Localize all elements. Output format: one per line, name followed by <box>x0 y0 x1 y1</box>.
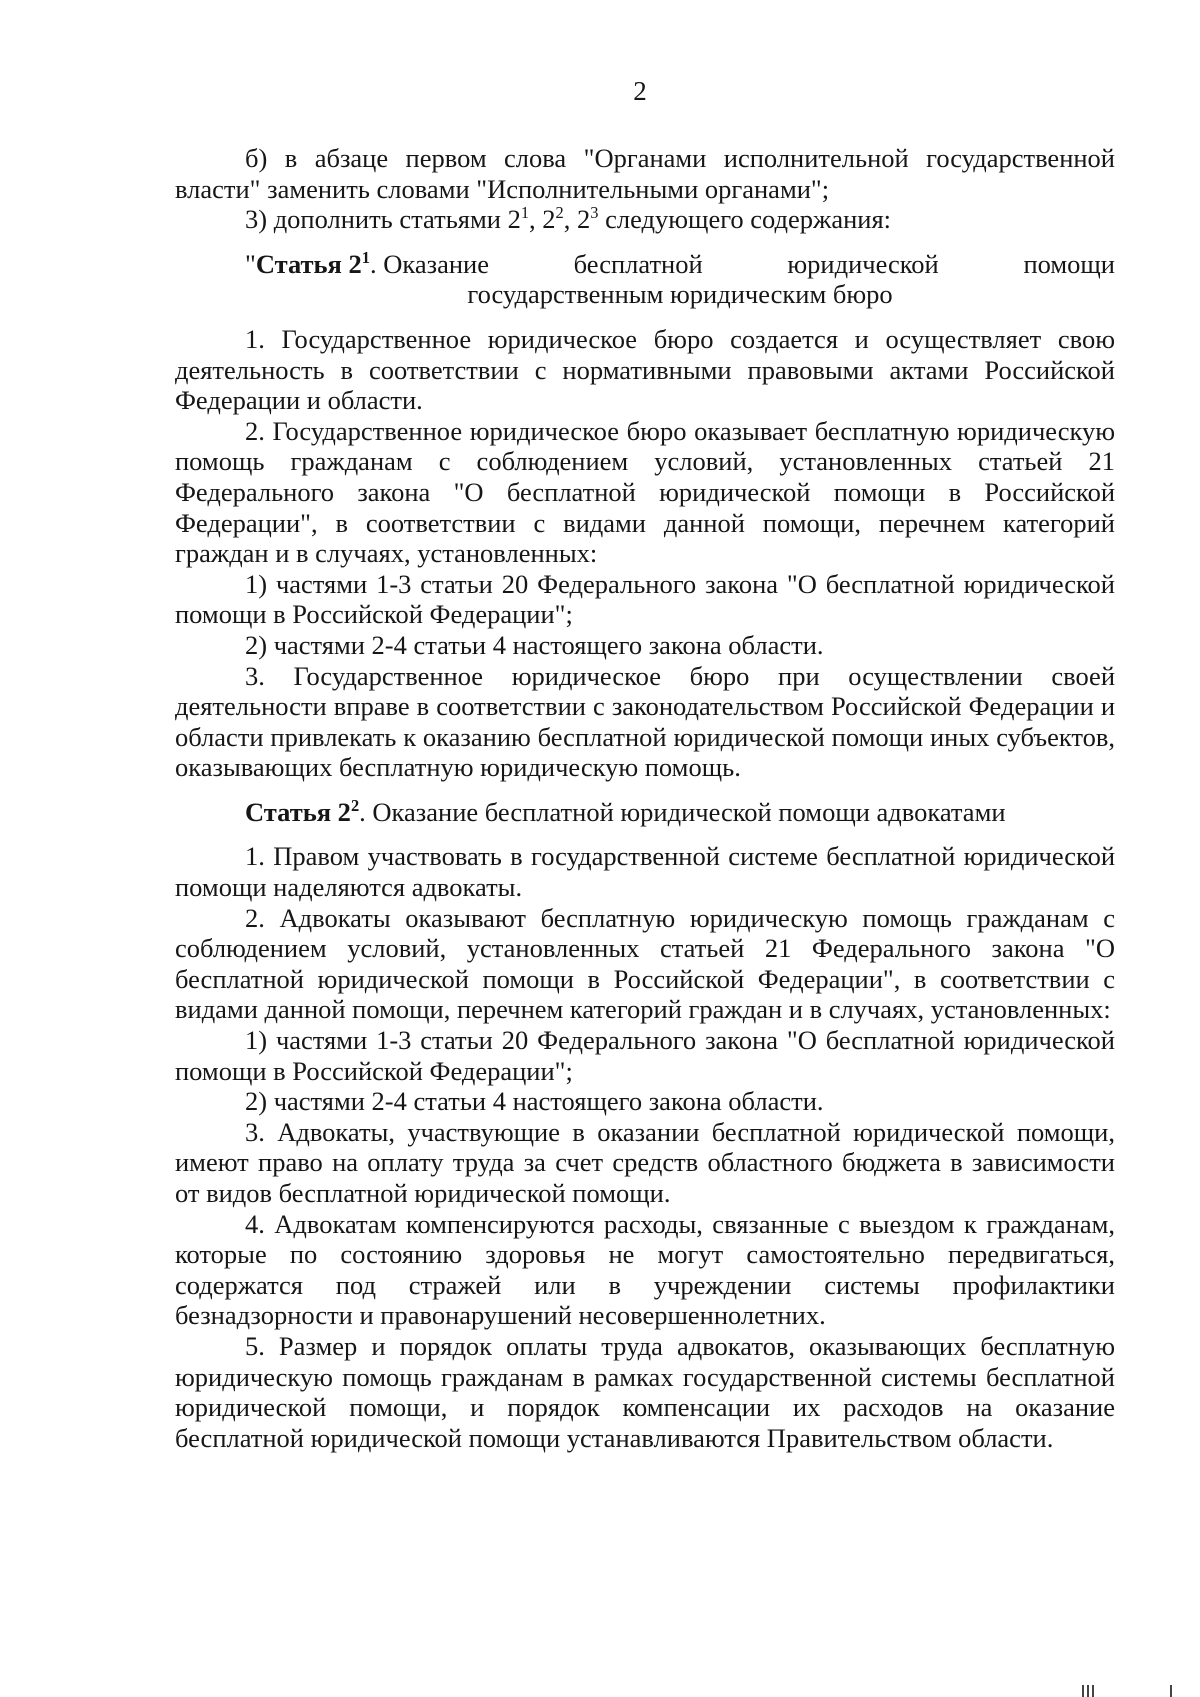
amendment-item-3-text: , 2 <box>529 204 556 235</box>
amendment-item-3 <box>175 204 1115 235</box>
superscript: 1 <box>361 247 370 267</box>
article-2-1-heading <box>175 249 1115 310</box>
amendment-item-3-text: следующего содержания: <box>598 204 892 235</box>
heading-line-1 <box>245 249 1115 280</box>
heading-content <box>245 249 1115 310</box>
scan-mark <box>1092 1685 1094 1697</box>
scan-mark <box>1170 1685 1172 1697</box>
article-label: Статья 2 <box>245 796 351 827</box>
superscript: 3 <box>590 203 599 223</box>
article-2-1-paragraph: 2. Государственное юридическое бюро оказывает бесплатную юридическую помощь гражданам с соблюдением условий, установленных статьей 21 Федерального закона "О бесплатной юридической помощи в Российской Федерации", в соответствии с видами данной помощи, перечнем категорий граждан и в случаях, установленных: <box>175 415 1115 569</box>
document-body <box>175 143 1115 1453</box>
article-2-2-paragraph: 3. Адвокаты, участвующие в оказании бесплатной юридической помощи, имеют право на оплату труда за счет средств областного бюджета в зависимости от видов бесплатной юридической помощи. <box>175 1116 1115 1208</box>
article-2-2-heading <box>175 797 1115 828</box>
heading-word: юридической <box>787 248 939 279</box>
article-2-2-paragraph: 1. Правом участвовать в государственной системе бесплатной юридической помощи наделяются адвокаты. <box>175 841 1115 903</box>
page-number: 2 <box>633 76 647 106</box>
article-2-2-paragraph: 1) частями 1-3 статьи 20 Федерального закона "О бесплатной юридической помощи в Российской Федерации"; <box>175 1025 1115 1086</box>
article-2-1-paragraph: 1. Государственное юридическое бюро создается и осуществляет свою деятельность в соответствии с нормативными правовыми актами Российской Федерации и области. <box>175 323 1115 416</box>
heading-word: . Оказание <box>369 248 489 279</box>
scan-mark <box>1087 1685 1089 1697</box>
article-2-1-paragraph: 1) частями 1-3 статьи 20 Федерального закона "О бесплатной юридической помощи в Российской Федерации"; <box>175 568 1115 630</box>
superscript: 1 <box>520 203 530 223</box>
heading-quote: " <box>245 248 256 279</box>
heading-label <box>245 249 489 280</box>
article-2-1-paragraph: 3. Государственное юридическое бюро при осуществлении своей деятельности вправе в соответствии с законодательством Российской Федерации и области привлекать к оказанию бесплатной юридической помощи иных субъектов, оказывающих бесплатную юридическую помощь. <box>175 660 1115 783</box>
article-2-2-paragraph: 2) частями 2-4 статьи 4 настоящего закона области. <box>245 1086 824 1117</box>
heading-word: помощи <box>1023 248 1115 279</box>
article-2-1-paragraph: 2) частями 2-4 статьи 4 настоящего закона области. <box>245 629 824 660</box>
article-2-2-paragraph: 2. Адвокаты оказывают бесплатную юридическую помощь гражданам с соблюдением условий, установленных статьей 21 Федерального закона "О бесплатной юридической помощи в Российской Федерации", в соответствии с видами данной помощи, перечнем категорий граждан и в случаях, установленных: <box>175 902 1115 1025</box>
heading-word: бесплатной <box>573 248 703 279</box>
heading-title: . Оказание бесплатной юридической помощи адвокатами <box>359 796 1006 827</box>
superscript: 2 <box>555 203 564 223</box>
amendment-item-3-text: 3) дополнить статьями 2 <box>245 204 521 235</box>
article-2-2-paragraph: 4. Адвокатам компенсируются расходы, связанные с выездом к гражданам, которые по состоянию здоровья не могут самостоятельно передвигаться, содержатся под стражей или в учреждении системы профилактики безнадзорности и правонарушений несовершеннолетних. <box>175 1208 1115 1331</box>
article-2-2-paragraph: 5. Размер и порядок оплаты труда адвокатов, оказывающих бесплатную юридическую помощь гражданам в рамках государственной системы бесплатной юридической помощи, и порядок компенсации их расходов на оказание бесплатной юридической помощи устанавливаются Правительством области. <box>175 1330 1115 1453</box>
scan-mark <box>1082 1685 1084 1697</box>
amendment-item-3-text: , 2 <box>563 204 591 235</box>
heading-line-2: государственным юридическим бюро <box>467 279 893 310</box>
article-label: Статья 2 <box>255 248 362 279</box>
amendment-item-b: б) в абзаце первом слова "Органами исполнительной государственной власти" заменить словами "Исполнительными органами"; <box>175 143 1115 204</box>
superscript: 2 <box>350 796 360 816</box>
heading-text <box>245 797 1006 828</box>
